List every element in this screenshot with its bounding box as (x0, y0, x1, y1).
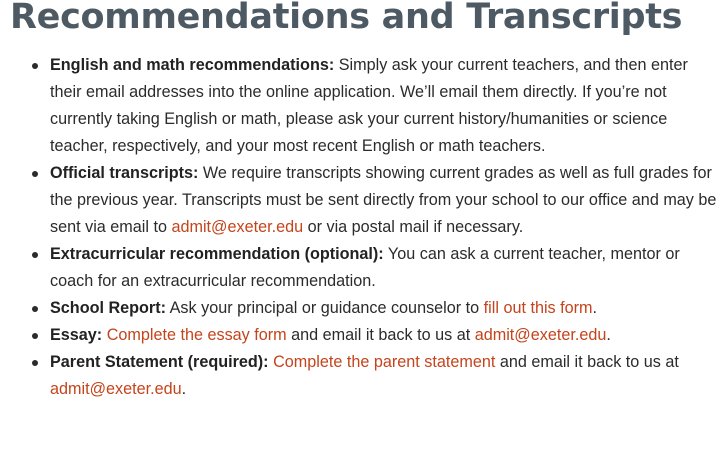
item-text-mid: and email it back to us at (495, 353, 679, 371)
item-text-mid: and email it back to us at (286, 326, 475, 344)
item-text-after: . (606, 326, 611, 344)
item-text: You can ask a current teacher, mentor or coach for an extracurricular recommendation. (50, 245, 680, 290)
school-report-form-link[interactable]: fill out this form (483, 299, 593, 317)
list-item-parent-statement (0, 349, 721, 403)
essay-form-link[interactable]: Complete the essay form (106, 326, 287, 344)
bullet-icon (32, 171, 38, 177)
bullet-icon (32, 252, 38, 258)
item-label: Extracurricular recommendation (optional): (50, 245, 384, 263)
page-title: Recommendations and Transcripts (10, 0, 683, 37)
requirements-list (0, 52, 721, 403)
bullet-icon (32, 63, 38, 69)
item-label: English and math recommendations: (50, 56, 335, 74)
list-item-essay (0, 322, 721, 349)
list-item-english-math-recommendations (0, 52, 721, 160)
item-text-after: . (181, 380, 187, 398)
parent-statement-link[interactable]: Complete the parent statement (273, 353, 496, 371)
admit-email-link[interactable]: admit@exeter.edu (171, 218, 304, 236)
item-label: Official transcripts: (50, 164, 199, 182)
admit-email-link[interactable]: admit@exeter.edu (50, 380, 182, 398)
bullet-icon (32, 306, 38, 312)
item-text: Simply ask your current teachers, and then enter their email addresses into the online application. We’ll email them directly. If you’re not currently taking English or math, please ask your current history/humanities or science teacher, respectively, and your most recent English or math teachers. (50, 56, 688, 155)
bullet-icon (32, 360, 38, 366)
item-text: Ask your principal or guidance counselor to (166, 299, 484, 317)
list-item-school-report (0, 295, 721, 322)
item-text-after: or via postal mail if necessary. (303, 218, 524, 236)
list-item-official-transcripts (0, 160, 721, 241)
item-text-after: . (592, 299, 598, 317)
admit-email-link[interactable]: admit@exeter.edu (474, 326, 607, 344)
item-text: We require transcripts showing current grades as well as full grades for the previous year. Transcripts must be sent directly from your school to our office and may be sent via email to (50, 164, 717, 236)
item-label: Essay: (50, 326, 103, 344)
item-label: Parent Statement (required): (50, 353, 269, 371)
bullet-icon (32, 333, 38, 339)
item-label: School Report: (50, 299, 167, 317)
list-item-extracurricular-recommendation (0, 241, 721, 295)
